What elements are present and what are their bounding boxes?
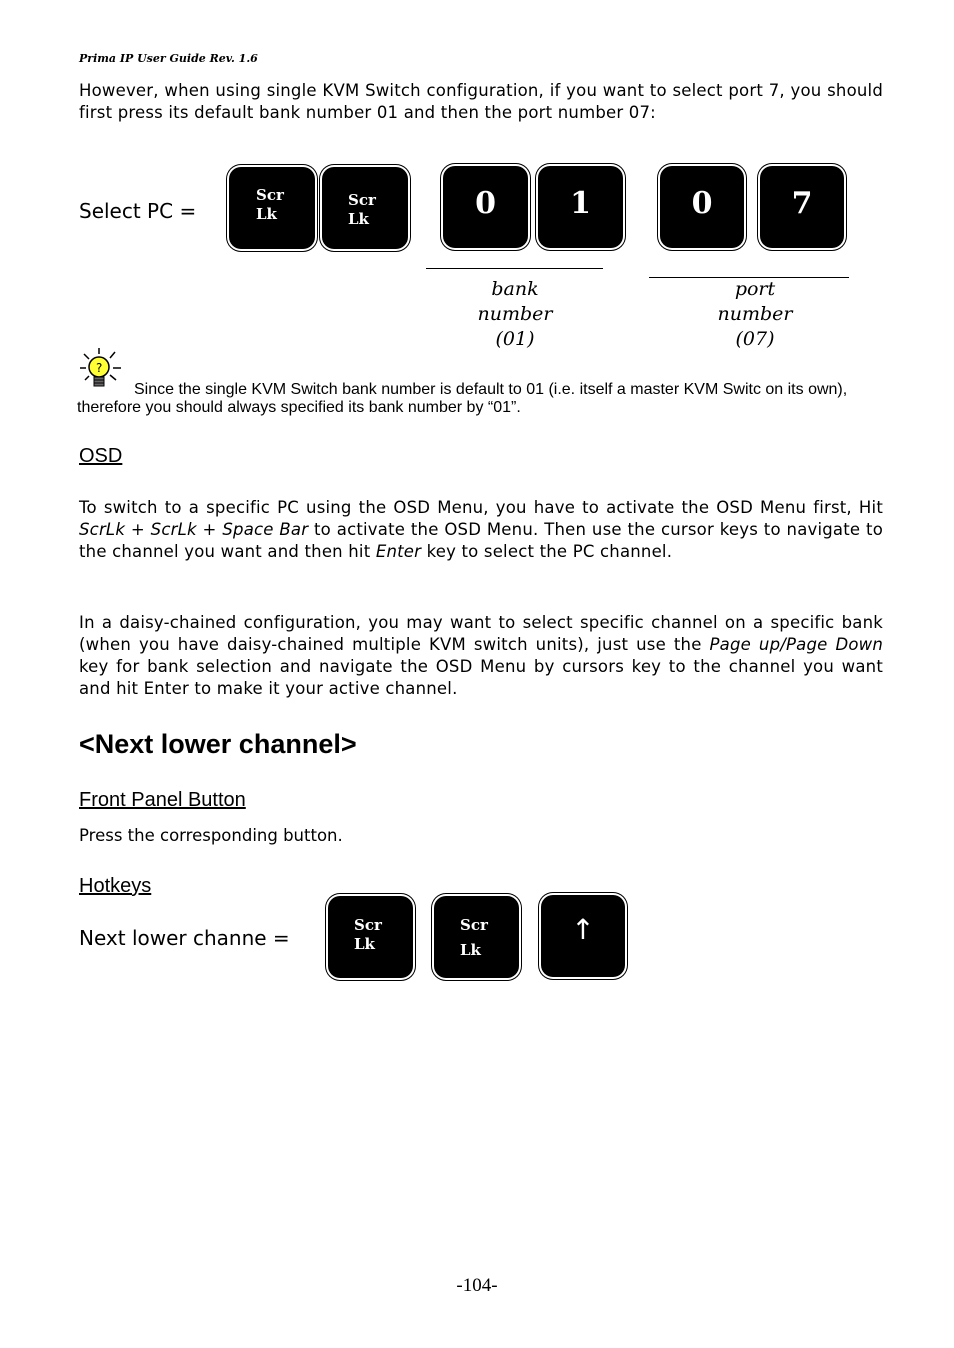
front-panel-text: Press the corresponding button. bbox=[79, 826, 343, 845]
text-run: key to select the PC channel. bbox=[421, 542, 673, 561]
osd-paragraph-1 bbox=[79, 497, 883, 563]
key-text-line1: Scr bbox=[256, 186, 284, 204]
up-arrow-icon: ↑ bbox=[571, 913, 595, 946]
text-run-italic: ScrLk bbox=[150, 520, 197, 539]
port-caption-line: (07) bbox=[735, 328, 775, 350]
up-arrow-key bbox=[541, 895, 625, 977]
key-text-line1: Scr bbox=[460, 916, 488, 934]
bank-caption bbox=[435, 277, 595, 352]
scrlk-key-2 bbox=[434, 896, 519, 978]
text-run-italic: Space Bar bbox=[222, 520, 309, 539]
front-panel-heading: Front Panel Button bbox=[79, 789, 246, 811]
port-caption-line: port bbox=[734, 278, 776, 300]
bank-underline bbox=[426, 268, 603, 269]
digit-key-0-port bbox=[660, 166, 744, 248]
key-text-line1: Scr bbox=[354, 916, 382, 934]
scrlk-key-1 bbox=[328, 896, 413, 978]
bank-caption-line: (01) bbox=[495, 328, 535, 350]
page-number: -104- bbox=[456, 1275, 498, 1296]
key-digit: 0 bbox=[691, 186, 713, 221]
digit-key-7-port bbox=[760, 166, 844, 248]
scrlk-key-2 bbox=[322, 167, 408, 249]
key-text-line2: Lk bbox=[354, 935, 375, 953]
key-text-line1: Scr bbox=[348, 191, 376, 209]
digit-key-1-bank bbox=[538, 166, 623, 248]
hotkeys-heading: Hotkeys bbox=[79, 875, 152, 897]
section-title: <Next lower channel> bbox=[79, 729, 357, 759]
key-text-line2: Lk bbox=[348, 210, 369, 228]
text-run-italic: ScrLk bbox=[79, 520, 126, 539]
bank-caption-line: bank bbox=[491, 278, 539, 300]
osd-heading: OSD bbox=[79, 445, 123, 467]
tip-note bbox=[77, 381, 897, 417]
tip-text: Since the single KVM Switch bank number is default to 01 (i.e. itself a master KVM Switc on its own), therefore you should always specified its bank number by “01”. bbox=[77, 381, 848, 416]
text-run: In a daisy-chained configuration, you may want to select specific channel on a specific bank (when you have daisy-chained multiple KVM switch units), just use the bbox=[79, 613, 883, 654]
key-text-line2: Lk bbox=[460, 941, 481, 959]
key-digit: 0 bbox=[475, 186, 496, 221]
text-run: key for bank selection and navigate the OSD Menu by cursors key to the channel you want and hit Enter to make it your active channel. bbox=[79, 657, 883, 698]
hotkey-label: Next lower channe = bbox=[79, 926, 290, 950]
key-text-line2: Lk bbox=[256, 205, 277, 223]
intro-paragraph: However, when using single KVM Switch configuration, if you want to select port 7, you should first press its default bank number 01 and then the port number 07: bbox=[79, 81, 883, 122]
port-caption-line: number bbox=[717, 303, 793, 325]
bank-caption-line: number bbox=[477, 303, 553, 325]
text-run: To switch to a specific PC using the OSD Menu, you have to activate the OSD Menu first, Hit bbox=[79, 498, 883, 517]
text-run-italic: Page up/Page Down bbox=[709, 635, 883, 654]
document-header: Prima IP User Guide Rev. 1.6 bbox=[79, 52, 258, 65]
scrlk-key-1 bbox=[229, 167, 315, 249]
key-digit: 1 bbox=[570, 186, 591, 221]
port-caption bbox=[675, 277, 835, 352]
osd-paragraph-2 bbox=[79, 612, 883, 700]
svg-text:?: ? bbox=[96, 361, 103, 375]
text-run-italic: Enter bbox=[375, 542, 422, 561]
key-digit: 7 bbox=[791, 186, 813, 221]
digit-key-0-bank bbox=[443, 166, 528, 248]
select-pc-label: Select PC = bbox=[79, 199, 197, 223]
text-run: + bbox=[125, 520, 151, 539]
text-run: + bbox=[196, 520, 223, 539]
text-run: to activate the OSD Menu. Then use the cursor keys to navigate to the channel you want and then hit bbox=[79, 520, 884, 561]
